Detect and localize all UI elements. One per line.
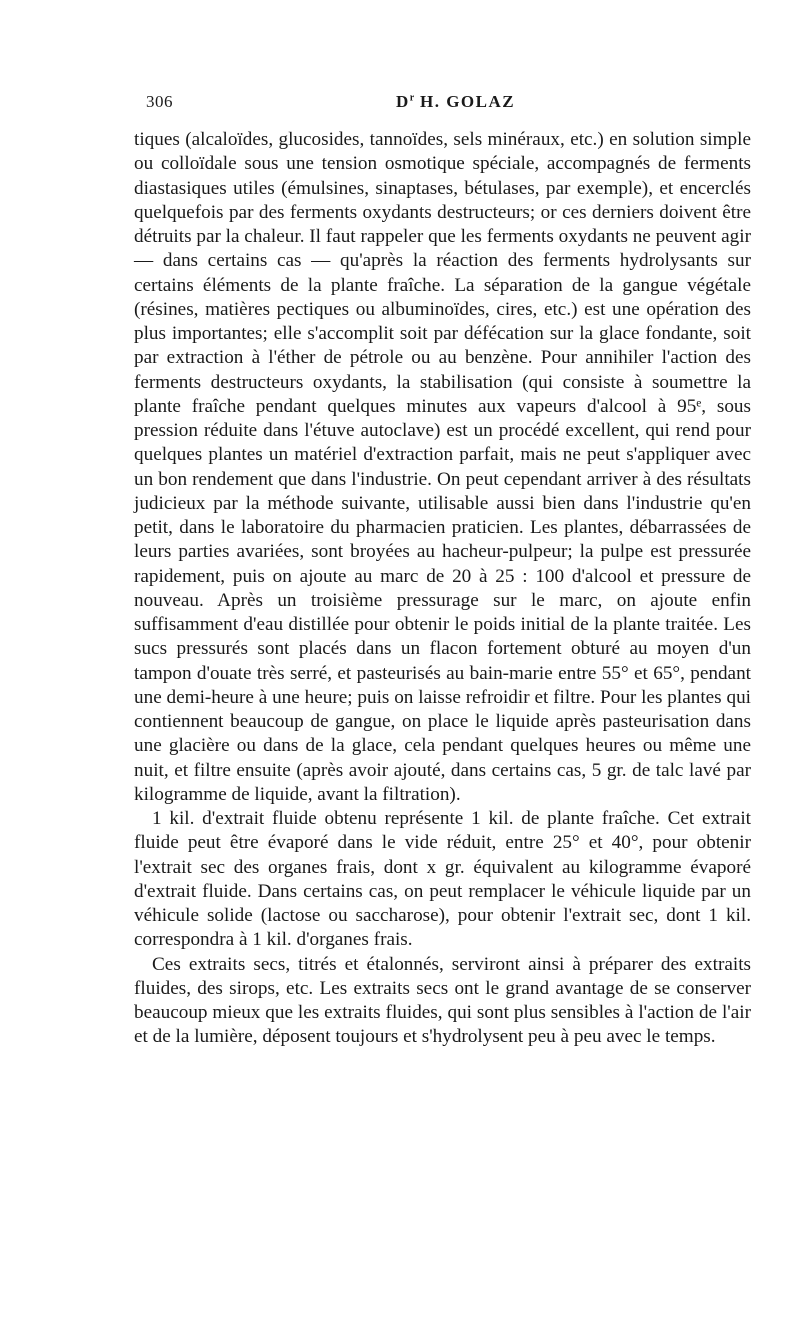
paragraph-extrait-fluide: 1 kil. d'extrait fluide obtenu représente 1 kil. de plante fraîche. Cet extrait fluide peut être évaporé dans le vide réduit, entre 25° et 40°, pour obtenir l'extrait sec des organes frais, dont x gr. équivalent au kilogramme évaporé d'extrait fluide. Dans certains cas, on peut remplacer le véhicule liquide par un véhicule solide (lactose ou saccharose), pour obtenir l'extrait sec, dont 1 kil. correspondra à 1 kil. d'organes frais. xyxy=(134,808,751,951)
author-name: H. GOLAZ xyxy=(419,92,516,111)
running-head xyxy=(396,92,515,112)
paragraph-continuation: tiques (alcaloïdes, glucosides, tannoïdes, sels minéraux, etc.) en solution simple ou colloïdale sous une tension osmotique spéciale, accompagnés de ferments diastasiques utiles (émulsines, sinaptases, bétulases, par exemple), et encerclés quelquefois par des ferments oxydants destructeurs; or ces derniers doivent être détruits par la chaleur. Il faut rappeler que les ferments oxydants ne peuvent agir — dans certains cas — qu'après la réaction des ferments hydrolysants sur certains éléments de la plante fraîche. La séparation de la gangue végétale (résines, matières pectiques ou albuminoïdes, cires, etc.) est une opération des plus importantes; elle s'accomplit soit par défécation sur la glace fondante, soit par extraction à l'éther de pétrole ou au benzène. Pour annihiler l'action des ferments destructeurs oxydants, la stabilisation (qui consiste à soumettre la plante fraîche pendant quelques minutes aux vapeurs d'alcool à 95ᵉ, sous pression réduite dans l'étuve autoclave) est un procédé excellent, qui rend pour quelques plantes un matériel d'extraction parfait, mais ne peut s'appliquer avec un bon rendement que dans l'industrie. On peut cependant arriver à des résultats judicieux par la méthode suivante, utilisable aussi bien dans l'industrie qu'en petit, dans le laboratoire du pharmacien praticien. Les plantes, débarrassées de leurs parties avariées, sont broyées au hacheur-pulpeur; la pulpe est pressurée rapidement, puis on ajoute au marc de 20 à 25 : 100 d'alcool et pressure de nouveau. Après un troisième pressurage sur le marc, on ajoute enfin suffisamment d'eau distillée pour obtenir le poids initial de la plante traitée. Les sucs pressurés sont placés dans un flacon fortement obturé au moyen d'un tampon d'ouate très serré, et pasteurisés au bain-marie entre 55° et 65°, pendant une demi-heure à une heure; puis on laisse refroidir et filtre. Pour les plantes qui contiennent beaucoup de gangue, on place le liquide après pasteurisation dans une glacière ou dans de la glace, cela pendant quelques heures ou même une nuit, et filtre ensuite (après avoir ajouté, dans certains cas, 5 gr. de talc lavé par kilogramme de liquide, avant la filtration). xyxy=(134,129,751,805)
page-number: 306 xyxy=(146,92,173,111)
author-prefix-sup: r xyxy=(409,92,415,104)
paragraph-extraits-secs: Ces extraits secs, titrés et étalonnés, serviront ainsi à préparer des extraits fluides, des sirops, etc. Les extraits secs ont le grand avantage de se conserver beaucoup mieux que les extraits fluides, qui sont plus sensibles à l'action de l'air et de la lumière, déposent toujours et s'hydrolysent peu à peu avec le temps. xyxy=(134,953,751,1048)
page-header xyxy=(146,92,742,116)
author-prefix: D xyxy=(396,92,410,111)
body-text xyxy=(134,128,751,1050)
